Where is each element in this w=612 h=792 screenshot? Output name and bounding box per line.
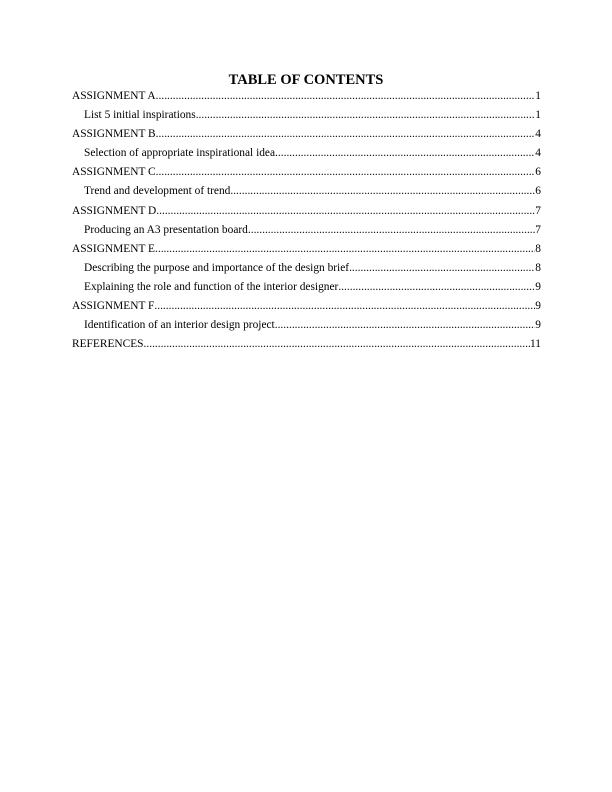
toc-entry-label: List 5 initial inspirations bbox=[84, 109, 196, 122]
toc-leader-dots bbox=[154, 297, 535, 316]
toc-entry-label: ASSIGNMENT C bbox=[72, 166, 156, 179]
toc-leader-dots bbox=[349, 259, 535, 278]
toc-entry-assignment-c[interactable] bbox=[72, 163, 541, 182]
toc-entry-assignment-d[interactable] bbox=[72, 202, 541, 221]
toc-entry-assignment-f[interactable] bbox=[72, 297, 541, 316]
toc-entry-label: Identification of an interior design project bbox=[84, 319, 275, 332]
toc-entry-references[interactable] bbox=[72, 335, 541, 354]
toc-entry-page: 7 bbox=[535, 223, 541, 236]
toc-entry-label: Producing an A3 presentation board bbox=[84, 223, 248, 236]
toc-leader-dots bbox=[155, 240, 535, 259]
toc-leader-dots bbox=[156, 202, 535, 221]
toc-entry-label: REFERENCES bbox=[72, 338, 144, 351]
toc-entry-page: 9 bbox=[535, 319, 541, 332]
toc-entry-a3-presentation-board[interactable] bbox=[72, 221, 541, 240]
toc-entry-page: 1 bbox=[535, 109, 541, 122]
toc-entry-page: 11 bbox=[530, 338, 541, 351]
toc-leader-dots bbox=[275, 316, 536, 335]
toc-leader-dots bbox=[338, 278, 535, 297]
toc-entry-page: 4 bbox=[535, 128, 541, 141]
toc-leader-dots bbox=[144, 335, 531, 354]
toc-entry-label: ASSIGNMENT E bbox=[72, 242, 156, 255]
toc-entry-page: 7 bbox=[535, 204, 541, 217]
toc-entry-label: Trend and development of trend bbox=[84, 185, 231, 198]
toc-entry-label: Describing the purpose and importance of the design brief bbox=[84, 261, 350, 274]
toc-entry-label: Explaining the role and function of the interior designer bbox=[84, 280, 339, 293]
toc-entry-selection-inspirational-idea[interactable] bbox=[72, 144, 541, 163]
toc-leader-dots bbox=[275, 144, 535, 163]
toc-entry-assignment-a[interactable] bbox=[72, 87, 541, 106]
toc-entry-page: 6 bbox=[535, 166, 541, 179]
toc-entry-page: 9 bbox=[535, 300, 541, 313]
toc-entry-label: ASSIGNMENT D bbox=[72, 204, 157, 217]
toc-leader-dots bbox=[156, 125, 536, 144]
toc-leader-dots bbox=[230, 182, 535, 201]
toc-entry-page: 6 bbox=[535, 185, 541, 198]
toc-entry-design-brief[interactable] bbox=[72, 259, 541, 278]
toc-entry-label: Selection of appropriate inspirational idea bbox=[84, 147, 276, 160]
toc-entry-page: 8 bbox=[535, 261, 541, 274]
toc-entry-assignment-b[interactable] bbox=[72, 125, 541, 144]
toc-entry-label: ASSIGNMENT B bbox=[72, 128, 156, 141]
toc-entry-page: 8 bbox=[535, 242, 541, 255]
toc-entry-page: 9 bbox=[535, 280, 541, 293]
toc-entry-page: 4 bbox=[535, 147, 541, 160]
toc-title: TABLE OF CONTENTS bbox=[228, 72, 384, 88]
toc-entry-trend-development[interactable] bbox=[72, 182, 541, 201]
toc-leader-dots bbox=[196, 106, 536, 125]
toc-leader-dots bbox=[248, 221, 535, 240]
toc-leader-dots bbox=[156, 163, 536, 182]
toc-entry-page: 1 bbox=[535, 90, 541, 102]
toc-entry-interior-design-project[interactable] bbox=[72, 316, 541, 335]
toc-leader-dots bbox=[156, 87, 536, 106]
toc-entry-list-5-initial-inspirations[interactable] bbox=[72, 106, 541, 125]
toc-entry-assignment-e[interactable] bbox=[72, 240, 541, 259]
toc-list bbox=[72, 87, 541, 354]
toc-entry-role-interior-designer[interactable] bbox=[72, 278, 541, 297]
toc-entry-label: ASSIGNMENT A bbox=[72, 90, 156, 102]
toc-entry-label: ASSIGNMENT F bbox=[72, 300, 155, 313]
